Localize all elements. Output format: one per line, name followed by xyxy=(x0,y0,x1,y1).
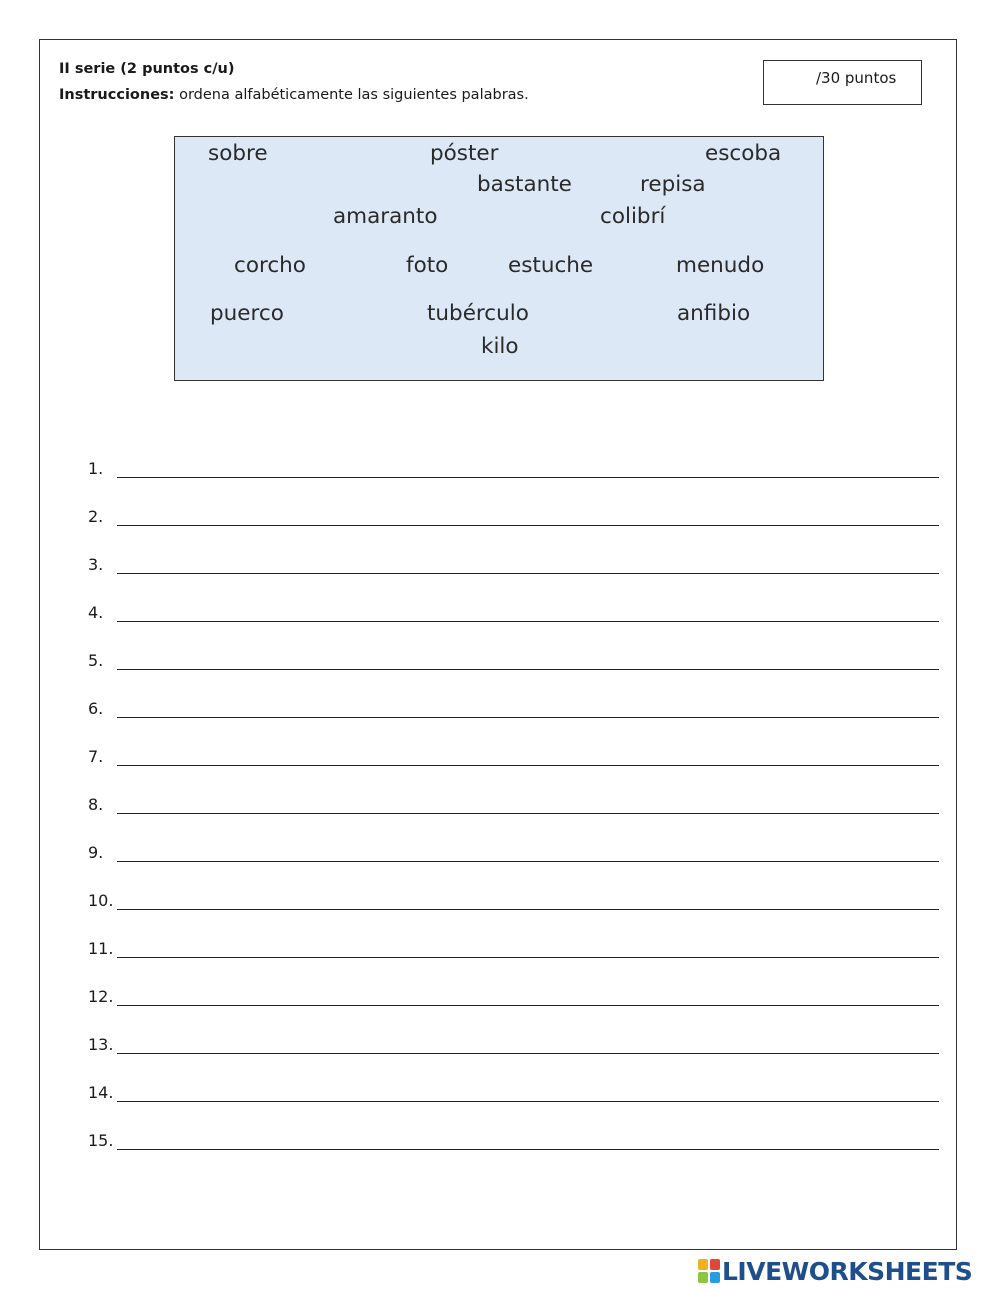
answer-line[interactable] xyxy=(117,861,939,862)
answer-line[interactable] xyxy=(117,1101,939,1102)
instructions-text: ordena alfabéticamente las siguientes palabras. xyxy=(174,87,529,103)
liveworksheets-logo-icon xyxy=(698,1259,720,1283)
word-bank xyxy=(174,136,824,381)
instructions xyxy=(59,87,529,103)
instructions-label: Instrucciones: xyxy=(59,87,175,103)
word-item: menudo xyxy=(676,253,765,278)
answer-line[interactable] xyxy=(117,621,939,622)
answer-line[interactable] xyxy=(117,573,939,574)
answer-line[interactable] xyxy=(117,477,939,478)
logo-square-icon xyxy=(698,1259,708,1270)
answer-number: 3. xyxy=(88,555,104,574)
answer-number: 14. xyxy=(88,1083,114,1102)
word-item: estuche xyxy=(508,253,594,278)
answer-number: 8. xyxy=(88,795,104,814)
answer-row[interactable] xyxy=(88,459,939,479)
logo-text: LIVEWORKSHEETS xyxy=(722,1256,973,1286)
answer-line[interactable] xyxy=(117,1149,939,1150)
answer-line[interactable] xyxy=(117,717,939,718)
answer-number: 11. xyxy=(88,939,114,958)
answer-line[interactable] xyxy=(117,909,939,910)
answer-row[interactable] xyxy=(88,699,939,719)
answer-number: 7. xyxy=(88,747,104,766)
answer-row[interactable] xyxy=(88,939,939,959)
answer-line[interactable] xyxy=(117,669,939,670)
word-item: kilo xyxy=(481,334,519,359)
score-box xyxy=(763,60,922,105)
answer-number: 1. xyxy=(88,459,104,478)
word-item: bastante xyxy=(477,172,572,197)
answer-row[interactable] xyxy=(88,1035,939,1055)
liveworksheets-logo xyxy=(698,1258,972,1284)
series-heading: II serie (2 puntos c/u) xyxy=(59,61,235,77)
answer-number: 6. xyxy=(88,699,104,718)
logo-square-icon xyxy=(710,1272,720,1283)
answer-line[interactable] xyxy=(117,813,939,814)
word-item: corcho xyxy=(234,253,306,278)
answer-row[interactable] xyxy=(88,795,939,815)
word-item: tubérculo xyxy=(427,301,529,326)
answer-line[interactable] xyxy=(117,1005,939,1006)
answer-number: 4. xyxy=(88,603,104,622)
answer-row[interactable] xyxy=(88,1131,939,1151)
answer-number: 10. xyxy=(88,891,114,910)
score-label: /30 puntos xyxy=(816,69,897,87)
answer-number: 9. xyxy=(88,843,104,862)
word-item: colibrí xyxy=(600,204,666,229)
answer-number: 5. xyxy=(88,651,104,670)
word-item: sobre xyxy=(208,141,268,166)
answer-row[interactable] xyxy=(88,651,939,671)
answer-row[interactable] xyxy=(88,507,939,527)
logo-square-icon xyxy=(698,1272,708,1283)
answer-line[interactable] xyxy=(117,957,939,958)
word-item: póster xyxy=(430,141,499,166)
answer-row[interactable] xyxy=(88,987,939,1007)
answer-row[interactable] xyxy=(88,891,939,911)
answer-number: 15. xyxy=(88,1131,114,1150)
answer-row[interactable] xyxy=(88,843,939,863)
answer-row[interactable] xyxy=(88,603,939,623)
answer-line[interactable] xyxy=(117,1053,939,1054)
answer-line[interactable] xyxy=(117,525,939,526)
answer-row[interactable] xyxy=(88,1083,939,1103)
answer-number: 12. xyxy=(88,987,114,1006)
answer-row[interactable] xyxy=(88,747,939,767)
answer-row[interactable] xyxy=(88,555,939,575)
answer-number: 2. xyxy=(88,507,104,526)
word-item: repisa xyxy=(640,172,706,197)
word-item: anfibio xyxy=(677,301,751,326)
word-item: amaranto xyxy=(333,204,438,229)
logo-square-icon xyxy=(710,1259,720,1270)
answer-number: 13. xyxy=(88,1035,114,1054)
answer-line[interactable] xyxy=(117,765,939,766)
word-item: puerco xyxy=(210,301,284,326)
word-item: escoba xyxy=(705,141,782,166)
word-item: foto xyxy=(406,253,449,278)
